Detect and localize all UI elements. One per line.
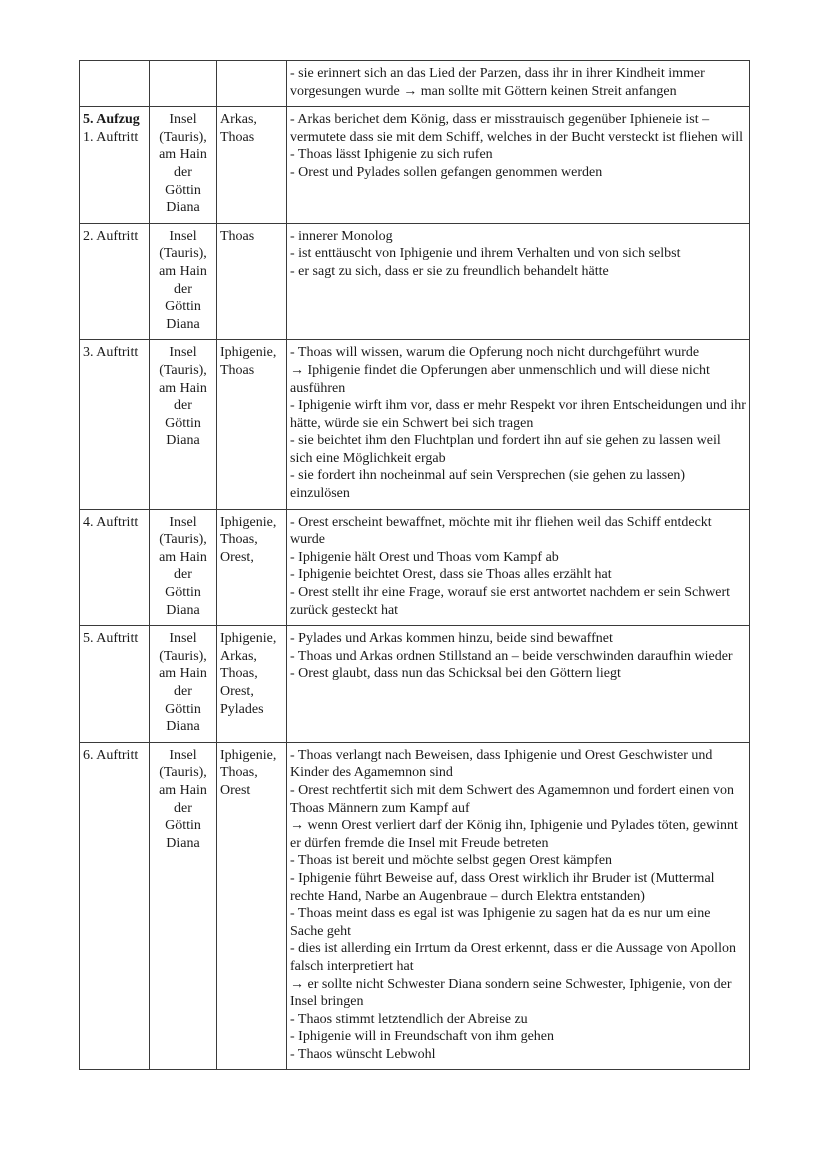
content-line: - Thaos wünscht Lebwohl [290,1046,436,1062]
place-line: (Tauris), [159,648,207,664]
table-row [80,223,750,340]
table-row [80,61,750,107]
place-line: (Tauris), [159,362,207,378]
place-cell [150,626,217,743]
character-name: Iphigenie, [220,747,277,763]
summary-table [79,60,750,1070]
characters-cell [217,626,287,743]
place-line: am Hain [159,380,207,396]
content-line: → wenn Orest verliert darf der König ihn, Iphigenie und Pylades töten, gewinnt er dürfen fremde die Insel mit Freude betreten [290,818,738,851]
place-line: Göttin [165,299,201,315]
place-line: Diana [166,719,200,735]
content-line: - Thoas verlangt nach Beweisen, dass Iphigenie und Orest Geschwister und Kinder des Agamemnon sind [290,747,713,781]
content-cell [287,223,750,340]
place-line: Göttin [165,585,201,601]
place-line: Göttin [165,415,201,431]
character-name: Thoas, [220,532,258,548]
content-line: - Orest glaubt, dass nun das Schicksal bei den Göttern liegt [290,666,621,682]
scene-label: 1. Auftritt [83,129,139,145]
place-cell [150,340,217,509]
character-name: Orest [220,782,251,798]
content-line: - dies ist allerding ein Irrtum da Orest erkennt, dass er die Aussage von Apollon falsch interpretiert hat [290,941,736,974]
place-line: Diana [166,433,200,449]
character-name: Iphigenie, [220,631,277,647]
content-line: - Iphigenie will in Freundschaft von ihm gehen [290,1029,554,1045]
content-line: - Iphigenie beichtet Orest, dass sie Thoas alles erzählt hat [290,567,612,583]
content-cell [287,509,750,626]
character-name: Arkas, [220,112,257,128]
content-cell [287,340,750,509]
place-line: am Hain [159,549,207,565]
place-line: der [174,800,192,816]
content-line: - Orest erscheint bewaffnet, möchte mit ihr fliehen weil das Schiff entdeckt wurde [290,514,712,548]
place-line: (Tauris), [159,129,207,145]
place-line: Insel [169,747,197,763]
content-line: - Thoas meint dass es egal ist was Iphigenie zu sagen hat da es nur um eine Sache geht [290,906,711,939]
place-line: am Hain [159,263,207,279]
character-name: Thoas, [220,666,258,682]
scene-cell [80,61,150,107]
place-cell [150,742,217,1070]
scene-cell [80,107,150,224]
characters-cell [217,223,287,340]
content-line: - sie fordert ihn nocheinmal auf sein Versprechen (sie gehen zu lassen) einzulösen [290,468,686,502]
content-line: - sie erinnert sich an das Lied der Parzen, dass ihr in ihrer Kindheit immer vorgesungen wurde → man sollte mit Göttern keinen Streit anfangen [290,66,705,99]
scene-cell [80,742,150,1070]
place-line: der [174,164,192,180]
place-line: Insel [169,112,197,128]
place-line: der [174,567,192,583]
place-line: am Hain [159,782,207,798]
content-cell [287,107,750,224]
place-line: Diana [166,602,200,618]
content-line: - innerer Monolog [290,228,393,244]
content-line: → Iphigenie findet die Opferungen aber unmenschlich und will diese nicht ausführen [290,362,710,396]
character-name: Pylades [220,701,264,717]
place-cell [150,509,217,626]
characters-cell [217,509,287,626]
characters-cell [217,61,287,107]
place-line: Göttin [165,182,201,198]
content-line: - Orest und Pylades sollen gefangen genommen werden [290,164,603,180]
place-cell [150,107,217,224]
character-name: Iphigenie, [220,514,277,530]
content-line: → er sollte nicht Schwester Diana sondern seine Schwester, Iphigenie, von der Insel bringen [290,976,732,1010]
character-name: Arkas, [220,648,257,664]
character-name: Thoas, [220,765,258,781]
scene-cell [80,509,150,626]
table-row [80,626,750,743]
place-line: Göttin [165,818,201,834]
place-line: Insel [169,514,197,530]
content-line: - Thoas ist bereit und möchte selbst gegen Orest kämpfen [290,853,613,869]
scene-cell [80,626,150,743]
content-cell [287,742,750,1070]
character-name: Thoas [220,129,255,145]
content-line: - Arkas berichet dem König, dass er misstrauisch gegenüber Iphieneie ist – vermutete dass sie mit dem Schiff, welches in der Bucht versteckt ist fliehen will [290,112,744,145]
place-line: Insel [169,631,197,647]
scene-cell [80,223,150,340]
scene-cell [80,340,150,509]
place-line: (Tauris), [159,246,207,262]
character-name: Thoas [220,362,255,378]
content-line: - ist enttäuscht von Iphigenie und ihrem Verhalten und von sich selbst [290,246,681,262]
table-row [80,742,750,1070]
characters-cell [217,742,287,1070]
characters-cell [217,107,287,224]
place-line: am Hain [159,147,207,163]
scene-label: 5. Auftritt [83,631,139,647]
scene-label: 6. Auftritt [83,747,139,763]
content-line: - Orest rechtfertit sich mit dem Schwert des Agamemnon und fordert einen von Thoas Männern zum Kampf auf [290,782,734,816]
character-name: Thoas [220,228,255,244]
content-line: - Thoas lässt Iphigenie zu sich rufen [290,147,493,163]
place-cell [150,223,217,340]
content-line: - Pylades und Arkas kommen hinzu, beide sind bewaffnet [290,631,613,647]
place-line: Insel [169,345,197,361]
character-name: Orest, [220,549,254,565]
content-line: - Iphigenie hält Orest und Thoas vom Kampf ab [290,549,559,565]
content-cell [287,626,750,743]
characters-cell [217,340,287,509]
scene-label: 4. Auftritt [83,514,139,530]
table-body [80,61,750,1070]
scene-label: 2. Auftritt [83,228,139,244]
table-row [80,340,750,509]
place-line: (Tauris), [159,532,207,548]
content-line: - Thaos stimmt letztendlich der Abreise zu [290,1011,528,1027]
place-line: Diana [166,200,200,216]
place-line: Göttin [165,701,201,717]
place-line: Diana [166,835,200,851]
place-line: Diana [166,316,200,332]
content-line: - er sagt zu sich, dass er sie zu freundlich behandelt hätte [290,263,609,279]
table-row [80,107,750,224]
character-name: Iphigenie, [220,345,277,361]
content-line: - Orest stellt ihr eine Frage, worauf sie erst antwortet nachdem er sein Schwert zurück gesteckt hat [290,585,731,618]
act-heading: 5. Aufzug [83,112,140,128]
content-line: - Thoas will wissen, warum die Opferung noch nicht durchgeführt wurde [290,345,700,361]
character-name: Orest, [220,684,254,699]
scene-label: 3. Auftritt [83,345,139,361]
place-line: (Tauris), [159,765,207,781]
place-cell [150,61,217,107]
place-line: der [174,281,192,297]
content-cell [287,61,750,107]
content-line: - sie beichtet ihm den Fluchtplan und fordert ihn auf sie gehen zu lassen weil sich eine Möglichkeit ergab [290,433,721,466]
table-row [80,509,750,626]
place-line: am Hain [159,666,207,682]
place-line: Insel [169,228,197,244]
content-line: - Iphigenie wirft ihm vor, dass er mehr Respekt vor ihren Entscheidungen und ihr hätte, würde sie ein Schwert bei sich tragen [290,398,746,431]
place-line: der [174,398,192,414]
content-line: - Iphigenie führt Beweise auf, dass Orest wirklich ihr Bruder ist (Muttermal rechte Hand, Narbe an Augenbraue – durch Elektra entstanden) [290,870,715,904]
place-line: der [174,684,192,699]
content-line: - Thoas und Arkas ordnen Stillstand an – beide verschwinden daraufhin wieder [290,648,733,664]
